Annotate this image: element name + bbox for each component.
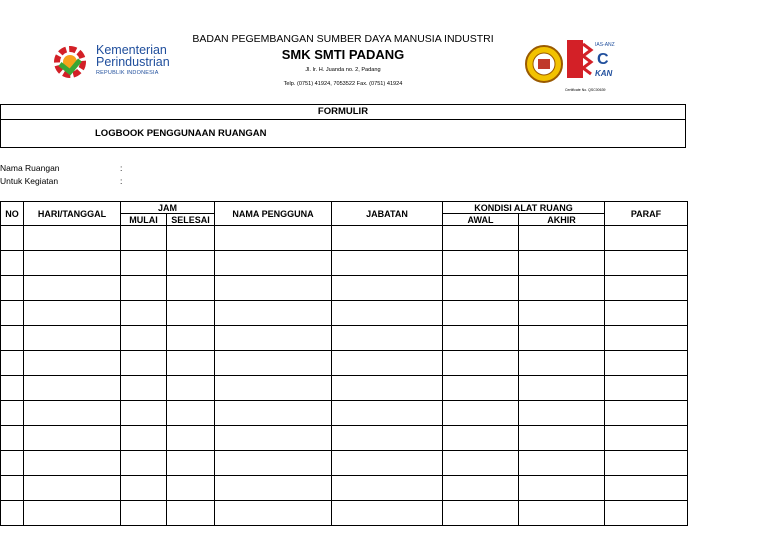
table-cell[interactable]: [167, 476, 215, 501]
table-cell[interactable]: [167, 326, 215, 351]
table-cell[interactable]: [443, 451, 519, 476]
table-cell[interactable]: [215, 301, 332, 326]
table-cell[interactable]: [332, 251, 443, 276]
table-cell[interactable]: [605, 251, 688, 276]
table-row: [1, 351, 688, 376]
table-cell[interactable]: [121, 401, 167, 426]
table-cell[interactable]: [1, 476, 24, 501]
table-cell[interactable]: [332, 326, 443, 351]
table-cell[interactable]: [1, 401, 24, 426]
table-cell[interactable]: [215, 376, 332, 401]
svg-text:KAN: KAN: [595, 69, 613, 78]
table-cell[interactable]: [443, 501, 519, 526]
table-cell[interactable]: [121, 276, 167, 301]
table-cell[interactable]: [443, 276, 519, 301]
table-cell[interactable]: [215, 326, 332, 351]
table-cell[interactable]: [443, 326, 519, 351]
table-cell[interactable]: [332, 276, 443, 301]
table-cell[interactable]: [605, 476, 688, 501]
table-cell[interactable]: [519, 376, 605, 401]
table-cell[interactable]: [519, 401, 605, 426]
table-cell[interactable]: [215, 401, 332, 426]
col-kondisi: KONDISI ALAT RUANG: [443, 202, 605, 214]
table-cell[interactable]: [332, 301, 443, 326]
table-cell[interactable]: [121, 376, 167, 401]
col-jam: JAM: [121, 202, 215, 214]
col-awal: AWAL: [443, 214, 519, 226]
table-cell[interactable]: [167, 376, 215, 401]
table-cell[interactable]: [121, 301, 167, 326]
table-cell[interactable]: [167, 301, 215, 326]
logbook-table: [0, 201, 688, 526]
table-cell[interactable]: [1, 301, 24, 326]
table-cell[interactable]: [24, 426, 121, 451]
field-nama-ruangan-label: Nama Ruangan: [0, 163, 60, 173]
col-jabatan: JABATAN: [332, 202, 443, 226]
table-cell[interactable]: [24, 301, 121, 326]
agency-name: BADAN PEGEMBANGAN SUMBER DAYA MANUSIA INDUSTRI: [192, 33, 494, 45]
table-cell[interactable]: [519, 251, 605, 276]
table-row: [1, 226, 688, 251]
table-cell[interactable]: [605, 226, 688, 251]
table-cell[interactable]: [121, 426, 167, 451]
table-cell[interactable]: [24, 451, 121, 476]
school-address: Jl. Ir. H. Juanda no. 2, Padang: [305, 67, 381, 73]
col-mulai: MULAI: [121, 214, 167, 226]
table-row: [1, 326, 688, 351]
table-cell[interactable]: [24, 501, 121, 526]
table-cell[interactable]: [605, 326, 688, 351]
col-no: NO: [1, 202, 24, 226]
table-cell[interactable]: [167, 251, 215, 276]
table-cell[interactable]: [167, 451, 215, 476]
table-cell[interactable]: [332, 376, 443, 401]
table-cell[interactable]: [605, 376, 688, 401]
table-cell[interactable]: [215, 451, 332, 476]
col-selesai: SELESAI: [167, 214, 215, 226]
table-cell[interactable]: [332, 476, 443, 501]
table-cell[interactable]: [24, 276, 121, 301]
table-cell[interactable]: [1, 226, 24, 251]
table-row: [1, 451, 688, 476]
field-nama-ruangan-sep: :: [120, 163, 123, 173]
table-cell[interactable]: [332, 451, 443, 476]
table-row: [1, 301, 688, 326]
table-cell[interactable]: [24, 351, 121, 376]
table-row: [1, 276, 688, 301]
table-cell[interactable]: [24, 226, 121, 251]
table-cell[interactable]: [1, 326, 24, 351]
table-cell[interactable]: [443, 426, 519, 451]
table-cell[interactable]: [1, 451, 24, 476]
table-cell[interactable]: [215, 276, 332, 301]
col-paraf: PARAF: [605, 202, 688, 226]
table-row: [1, 376, 688, 401]
table-row: [1, 251, 688, 276]
table-cell[interactable]: [519, 276, 605, 301]
table-cell[interactable]: [1, 376, 24, 401]
table-cell[interactable]: [605, 276, 688, 301]
table-cell[interactable]: [121, 451, 167, 476]
table-cell[interactable]: [443, 251, 519, 276]
col-hari-tanggal: HARI/TANGGAL: [24, 202, 121, 226]
gear-logo-icon: [50, 42, 94, 82]
table-cell[interactable]: [605, 501, 688, 526]
table-row: [1, 476, 688, 501]
table-cell[interactable]: [332, 426, 443, 451]
table-cell[interactable]: [443, 226, 519, 251]
school-phone: Telp. (0751) 41924, 7053522 Fax. (0751) 41924: [283, 81, 403, 87]
table-cell[interactable]: [443, 351, 519, 376]
table-cell[interactable]: [443, 401, 519, 426]
table-cell[interactable]: [519, 301, 605, 326]
table-cell[interactable]: [1, 251, 24, 276]
table-row: [1, 401, 688, 426]
table-cell[interactable]: [215, 226, 332, 251]
org-sub: REPUBLIK INDONESIA: [96, 70, 159, 76]
table-cell[interactable]: [24, 376, 121, 401]
table-cell[interactable]: [332, 351, 443, 376]
table-cell[interactable]: [443, 476, 519, 501]
table-cell[interactable]: [167, 226, 215, 251]
col-akhir: AKHIR: [519, 214, 605, 226]
table-cell[interactable]: [605, 401, 688, 426]
table-cell[interactable]: [519, 501, 605, 526]
certificate-number: Certificate No. QSC00639: [565, 88, 606, 92]
table-cell[interactable]: [167, 351, 215, 376]
table-cell[interactable]: [215, 426, 332, 451]
table-cell[interactable]: [121, 476, 167, 501]
table-cell[interactable]: [443, 301, 519, 326]
table-cell[interactable]: [24, 476, 121, 501]
table-cell[interactable]: [519, 326, 605, 351]
table-cell[interactable]: [167, 426, 215, 451]
table-cell[interactable]: [332, 401, 443, 426]
table-cell[interactable]: [215, 501, 332, 526]
school-seal-icon: [525, 45, 563, 83]
table-cell[interactable]: [605, 451, 688, 476]
table-cell[interactable]: [519, 226, 605, 251]
org-name: Kementerian Perindustrian: [96, 43, 170, 69]
school-name: SMK SMTI PADANG: [281, 47, 405, 62]
table-cell[interactable]: [332, 226, 443, 251]
table-cell[interactable]: [519, 351, 605, 376]
table-cell[interactable]: [519, 476, 605, 501]
table-row: [1, 501, 688, 526]
table-cell[interactable]: [443, 376, 519, 401]
table-cell[interactable]: [167, 276, 215, 301]
table-cell[interactable]: [121, 351, 167, 376]
svg-text:C: C: [597, 51, 609, 68]
table-cell[interactable]: [1, 501, 24, 526]
table-cell[interactable]: [215, 351, 332, 376]
col-nama-pengguna: NAMA PENGGUNA: [215, 202, 332, 226]
table-cell[interactable]: [121, 501, 167, 526]
table-cell[interactable]: [1, 351, 24, 376]
table-row: [1, 426, 688, 451]
table-cell[interactable]: [605, 351, 688, 376]
form-title: LOGBOOK PENGGUNAAN RUANGAN: [95, 128, 267, 139]
field-kegiatan-sep: :: [120, 176, 123, 186]
table-cell[interactable]: [215, 251, 332, 276]
table-cell[interactable]: [519, 426, 605, 451]
table-cell[interactable]: [605, 301, 688, 326]
table-cell[interactable]: [121, 251, 167, 276]
table-cell[interactable]: [121, 226, 167, 251]
certification-logos: [565, 40, 645, 92]
field-kegiatan-label: Untuk Kegiatan: [0, 176, 59, 186]
table-cell[interactable]: [24, 326, 121, 351]
table-cell[interactable]: [121, 326, 167, 351]
table-cell[interactable]: [167, 401, 215, 426]
table-cell[interactable]: [24, 251, 121, 276]
formulir-label: FORMULIR: [317, 106, 369, 117]
table-cell[interactable]: [332, 501, 443, 526]
table-cell[interactable]: [1, 276, 24, 301]
table-cell[interactable]: [215, 476, 332, 501]
table-cell[interactable]: [605, 426, 688, 451]
table-cell[interactable]: [167, 501, 215, 526]
table-cell[interactable]: [519, 451, 605, 476]
kemenperin-logo: [50, 42, 190, 82]
svg-text:IAS-ANZ: IAS-ANZ: [595, 42, 615, 48]
table-cell[interactable]: [1, 426, 24, 451]
table-cell[interactable]: [24, 401, 121, 426]
